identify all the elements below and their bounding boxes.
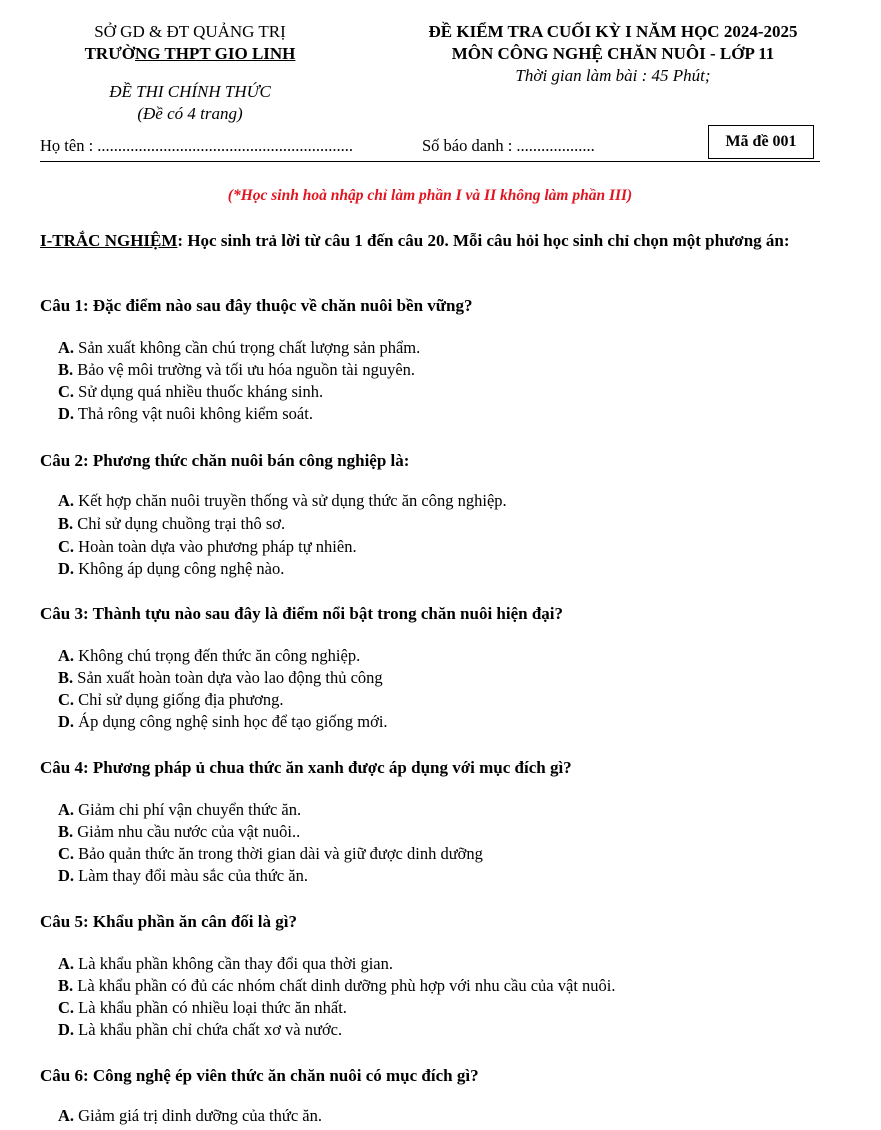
question-4-title: Câu 4: Phương pháp ủ chua thức ăn xanh được áp dụng với mục đích gì?	[40, 758, 572, 777]
question-1-option-a: A. Sản xuất không cần chú trọng chất lượng sản phẩm.	[58, 338, 421, 357]
school-name-underlined: NG THPT GIO LINH	[134, 44, 296, 63]
exam-time: Thời gian làm bài : 45 Phút;	[515, 66, 711, 85]
question-1-title: Câu 1: Đặc điểm nào sau đây thuộc về chăn nuôi bền vững?	[40, 296, 473, 315]
question-4-option-a: A. Giảm chi phí vận chuyển thức ăn.	[58, 800, 302, 819]
inclusion-note: (*Học sinh hoà nhập chỉ làm phần I và II không làm phần III)	[227, 187, 633, 204]
school-name	[40, 44, 340, 64]
section-label: I-TRẮC NGHIỆM	[40, 231, 178, 250]
question-2-option-c: C. Hoàn toàn dựa vào phương pháp tự nhiên.	[58, 537, 357, 556]
question-3-option-d: D. Áp dụng công nghệ sinh học để tạo giống mới.	[58, 712, 388, 731]
exam-title: ĐỀ KIỂM TRA CUỐI KỲ I NĂM HỌC 2024-2025	[428, 22, 798, 41]
section-instruction: : Học sinh trả lời từ câu 1 đến câu 20. Mỗi câu hỏi học sinh chỉ chọn một phương án:	[177, 231, 790, 250]
school-name-prefix: TRƯỜ	[84, 44, 135, 63]
question-5-option-a: A. Là khẩu phần không cần thay đổi qua thời gian.	[58, 954, 393, 973]
student-name-line: Họ tên : ..............................................................	[40, 136, 354, 155]
question-2-option-d: D. Không áp dụng công nghệ nào.	[58, 559, 285, 578]
question-1-option-d: D. Thả rông vật nuôi không kiểm soát.	[58, 404, 313, 423]
question-1-option-c: C. Sử dụng quá nhiều thuốc kháng sinh.	[58, 382, 324, 401]
question-4-option-b: B. Giảm nhu cầu nước của vật nuôi..	[58, 822, 301, 841]
student-id-line: Số báo danh : ...................	[422, 136, 595, 155]
exam-code-box: Mã đề 001	[708, 125, 814, 159]
question-5-option-c: C. Là khẩu phần có nhiều loại thức ăn nhất.	[58, 998, 347, 1017]
question-6-option-a: A. Giảm giá trị dinh dưỡng của thức ăn.	[58, 1106, 322, 1125]
question-6-title: Câu 6: Công nghệ ép viên thức ăn chăn nuôi có mục đích gì?	[40, 1066, 479, 1085]
question-2-option-b: B. Chỉ sử dụng chuồng trại thô sơ.	[58, 514, 286, 533]
official-label: ĐỀ THI CHÍNH THỨC	[109, 82, 271, 101]
question-5-option-b: B. Là khẩu phần có đủ các nhóm chất dinh dưỡng phù hợp với nhu cầu của vật nuôi.	[58, 976, 616, 995]
header-divider	[40, 161, 820, 162]
question-3-title: Câu 3: Thành tựu nào sau đây là điểm nổi bật trong chăn nuôi hiện đại?	[40, 604, 564, 623]
question-3-option-b: B. Sản xuất hoàn toàn dựa vào lao động thủ công	[58, 668, 383, 687]
section-heading	[40, 230, 820, 252]
question-2-title: Câu 2: Phương thức chăn nuôi bán công nghiệp là:	[40, 451, 410, 470]
question-1-option-b: B. Bảo vệ môi trường và tối ưu hóa nguồn tài nguyên.	[58, 360, 416, 379]
question-5-title: Câu 5: Khẩu phần ăn cân đối là gì?	[40, 912, 297, 931]
question-2-option-a: A. Kết hợp chăn nuôi truyền thống và sử dụng thức ăn công nghiệp.	[58, 491, 507, 510]
question-5-option-d: D. Là khẩu phần chỉ chứa chất xơ và nước.	[58, 1020, 343, 1039]
question-3-option-a: A. Không chú trọng đến thức ăn công nghiệp.	[58, 646, 361, 665]
department-name: SỞ GD & ĐT QUẢNG TRỊ	[94, 22, 286, 41]
page-count: (Đề có 4 trang)	[137, 104, 243, 123]
subject-title: MÔN CÔNG NGHỆ CHĂN NUÔI - LỚP 11	[451, 44, 775, 63]
question-4-option-d: D. Làm thay đổi màu sắc của thức ăn.	[58, 866, 308, 885]
question-4-option-c: C. Bảo quản thức ăn trong thời gian dài và giữ được dinh dưỡng	[58, 844, 483, 863]
question-3-option-c: C. Chỉ sử dụng giống địa phương.	[58, 690, 284, 709]
